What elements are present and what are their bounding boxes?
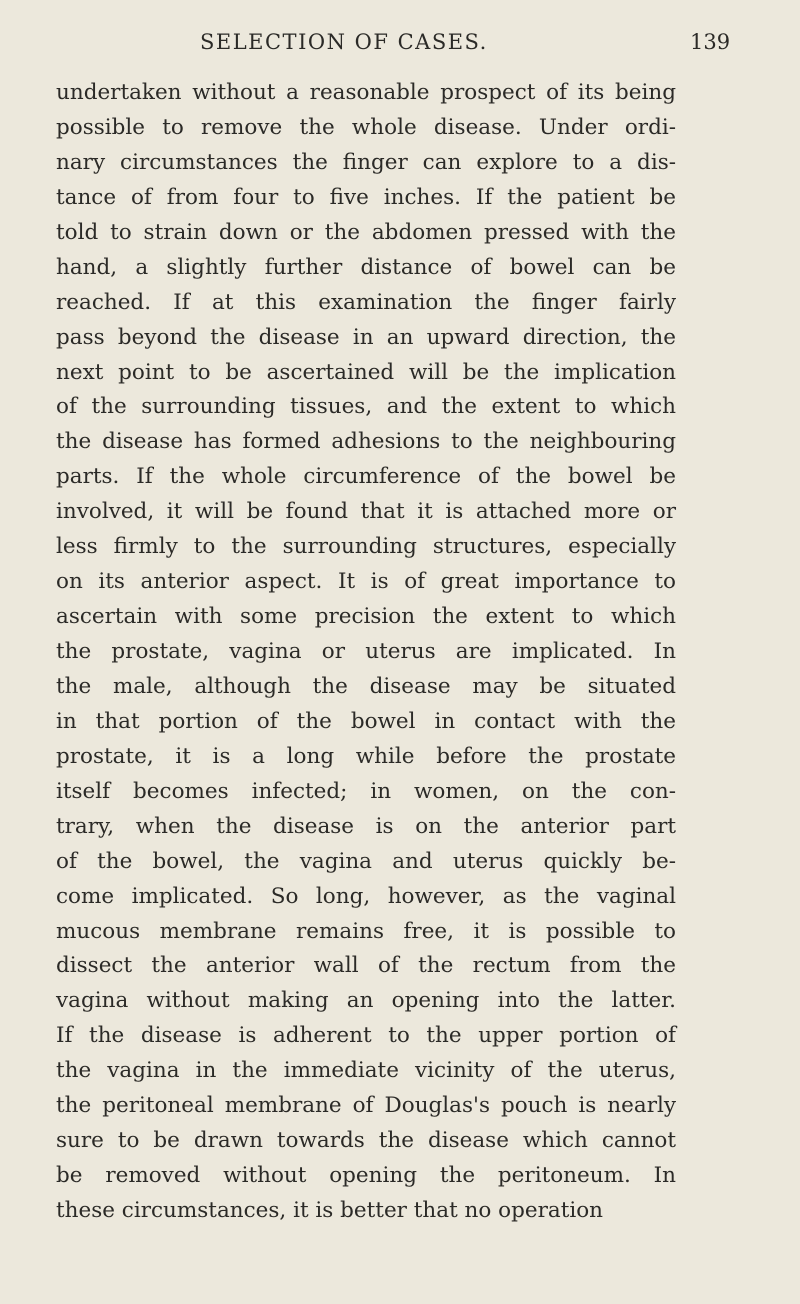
body-text [56,76,676,1229]
text-line: of the bowel, the vagina and uterus quickly be- [56,848,676,874]
text-line: If the disease is adherent to the upper portion of [56,1023,676,1049]
text-line: possible to remove the whole disease. Under ordi- [56,114,676,140]
text-line: in that portion of the bowel in contact with the [56,708,676,734]
text-line: trary, when the disease is on the anterior part [56,813,676,839]
text-line: nary circumstances the finger can explore to a dis- [56,149,676,175]
text-line: the prostate, vagina or uterus are implicated. In [56,639,676,664]
text-line: vagina without making an opening into the latter. [56,988,676,1014]
page-number: 139 [690,30,731,54]
text-line: undertaken without a reasonable prospect of its being [56,80,676,105]
running-head: SELECTION OF CASES. [200,30,488,54]
text-line: parts. If the whole circumference of the bowel be [56,464,676,490]
text-line: prostate, it is a long while before the prostate [56,743,676,769]
text-line: reached. If at this examination the finger fairly [56,289,676,315]
text-line: the vagina in the immediate vicinity of the uterus, [56,1058,676,1084]
text-line: dissect the anterior wall of the rectum from the [56,953,676,979]
text-line: involved, it will be found that it is attached more or [56,499,676,525]
text-line: less firmly to the surrounding structures, especially [56,534,676,560]
text-line: next point to be ascertained will be the implication [56,359,676,385]
text-line: the male, although the disease may be situated [56,673,676,699]
text-line: sure to be drawn towards the disease which cannot [56,1128,676,1154]
text-line: of the surrounding tissues, and the extent to which [56,394,676,420]
text-line: ascertain with some precision the extent to which [56,604,676,630]
text-line: tance of from four to five inches. If the patient be [56,184,676,210]
text-line: the disease has formed adhesions to the neighbouring [56,429,676,455]
text-line: mucous membrane remains free, it is possible to [56,918,676,944]
text-line: told to strain down or the abdomen pressed with the [56,219,676,245]
text-line: on its anterior aspect. It is of great importance to [56,569,676,595]
text-line: hand, a slightly further distance of bowel can be [56,254,676,280]
text-line: pass beyond the disease in an upward direction, the [56,324,676,350]
text-line: these circumstances, it is better that no operation [56,1198,604,1223]
text-line: the peritoneal membrane of Douglas's pouch is nearly [56,1093,676,1119]
text-line: come implicated. So long, however, as the vaginal [56,883,676,909]
text-line: itself becomes infected; in women, on the con- [56,778,676,804]
text-line: be removed without opening the peritoneum. In [56,1163,676,1189]
